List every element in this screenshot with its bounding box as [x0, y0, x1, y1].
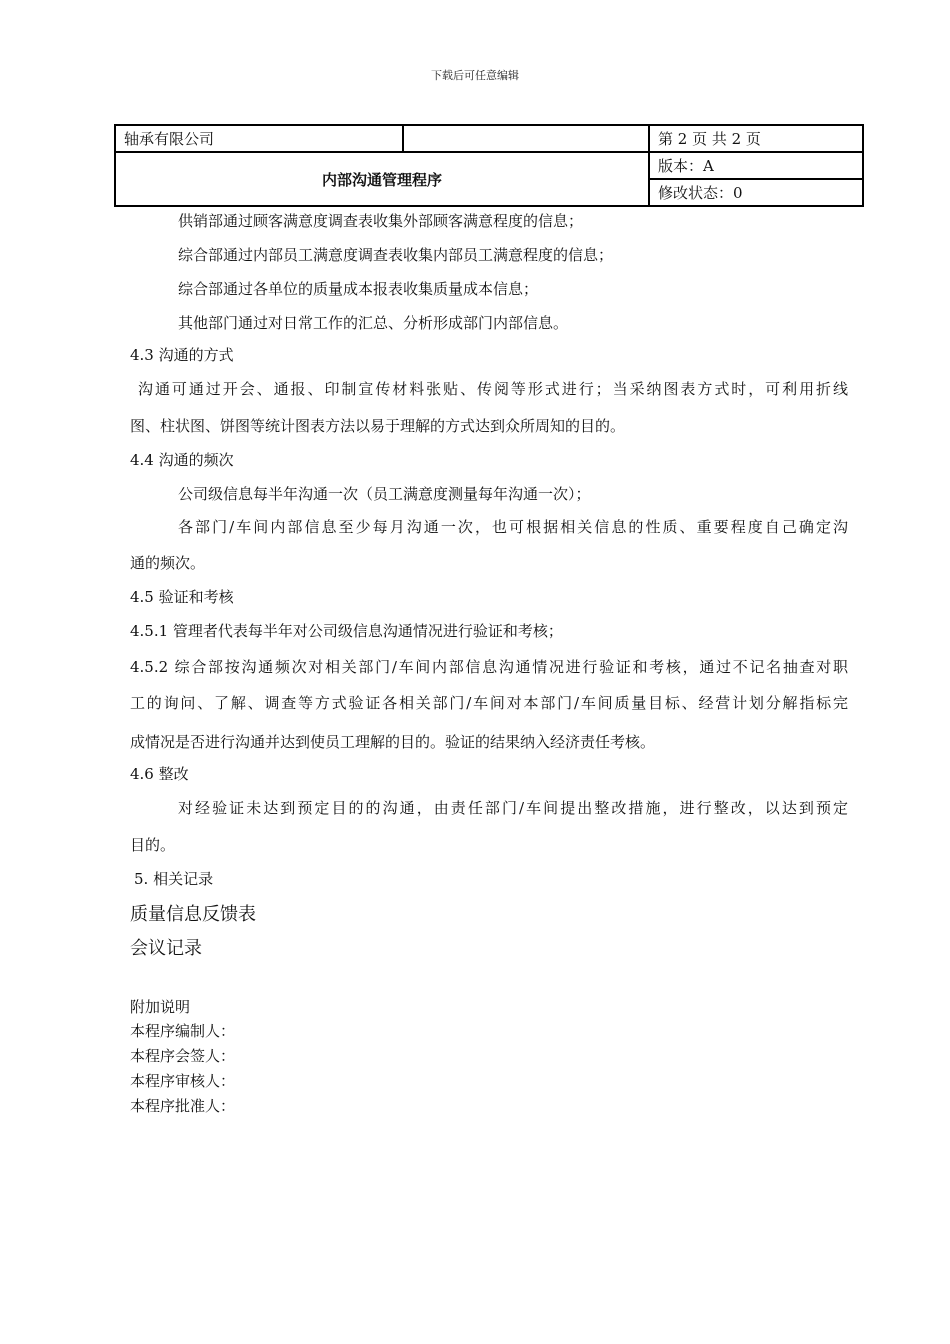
- paragraph: 成情况是否进行沟通并达到使员工理解的目的。验证的结果纳入经济责任考核。: [130, 733, 656, 751]
- note-line: 本程序编制人：: [130, 1022, 236, 1040]
- paragraph: 4.5.2 综合部按沟通频次对相关部门/车间内部信息沟通情况进行验证和考核，通过不记名抽查对职: [130, 658, 848, 676]
- note-title: 附加说明: [130, 998, 191, 1016]
- note-line: 本程序批准人：: [130, 1097, 236, 1115]
- paragraph: 综合部通过各单位的质量成本报表收集质量成本信息；: [178, 280, 539, 298]
- paragraph: 其他部门通过对日常工作的汇总、分析形成部门内部信息。: [178, 314, 569, 332]
- top-note: 下载后可任意编辑: [431, 69, 519, 82]
- section-heading-4-4: 4.4 沟通的频次: [130, 451, 234, 469]
- page-info: 第 2 页 共 2 页: [649, 125, 863, 152]
- paragraph: 沟通可通过开会、通报、印制宣传材料张贴、传阅等形式进行；当采纳图表方式时，可利用折线: [138, 380, 848, 398]
- paragraph: 各部门/车间内部信息至少每月沟通一次，也可根据相关信息的性质、重要程度自己确定沟: [178, 518, 848, 536]
- section-heading-4-5: 4.5 验证和考核: [130, 588, 234, 606]
- note-line: 本程序会签人：: [130, 1047, 236, 1065]
- paragraph: 图、柱状图、饼图等统计图表方法以易于理解的方式达到众所周知的目的。: [130, 417, 626, 435]
- document-header-table: [114, 124, 864, 207]
- paragraph: 对经验证未达到预定目的的沟通，由责任部门/车间提出整改措施，进行整改，以达到预定: [178, 799, 848, 817]
- paragraph: 4.5.1 管理者代表每半年对公司级信息沟通情况进行验证和考核；: [130, 622, 563, 640]
- revision-info: 修改状态：0: [649, 179, 863, 206]
- paragraph: 综合部通过内部员工满意度调查表收集内部员工满意程度的信息；: [178, 246, 614, 264]
- section-heading-4-3: 4.3 沟通的方式: [130, 346, 234, 364]
- paragraph: 通的频次。: [130, 554, 206, 572]
- paragraph: 目的。: [130, 836, 176, 854]
- section-heading-4-6: 4.6 整改: [130, 765, 189, 783]
- version-info: 版本：A: [649, 152, 863, 179]
- paragraph: 工的询问、了解、调查等方式验证各相关部门/车间对本部门/车间质量目标、经营计划分解指标完: [130, 694, 848, 712]
- header-empty-cell: [403, 125, 649, 152]
- document-title: 内部沟通管理程序: [115, 152, 649, 206]
- record-item: 质量信息反馈表: [130, 904, 256, 925]
- note-line: 本程序审核人：: [130, 1072, 236, 1090]
- paragraph: 供销部通过顾客满意度调查表收集外部顾客满意程度的信息；: [178, 212, 584, 230]
- record-item: 会议记录: [130, 938, 202, 959]
- section-heading-5: 5. 相关记录: [134, 870, 214, 888]
- company-name: 轴承有限公司: [115, 125, 403, 152]
- paragraph: 公司级信息每半年沟通一次（员工满意度测量每年沟通一次）；: [178, 485, 591, 503]
